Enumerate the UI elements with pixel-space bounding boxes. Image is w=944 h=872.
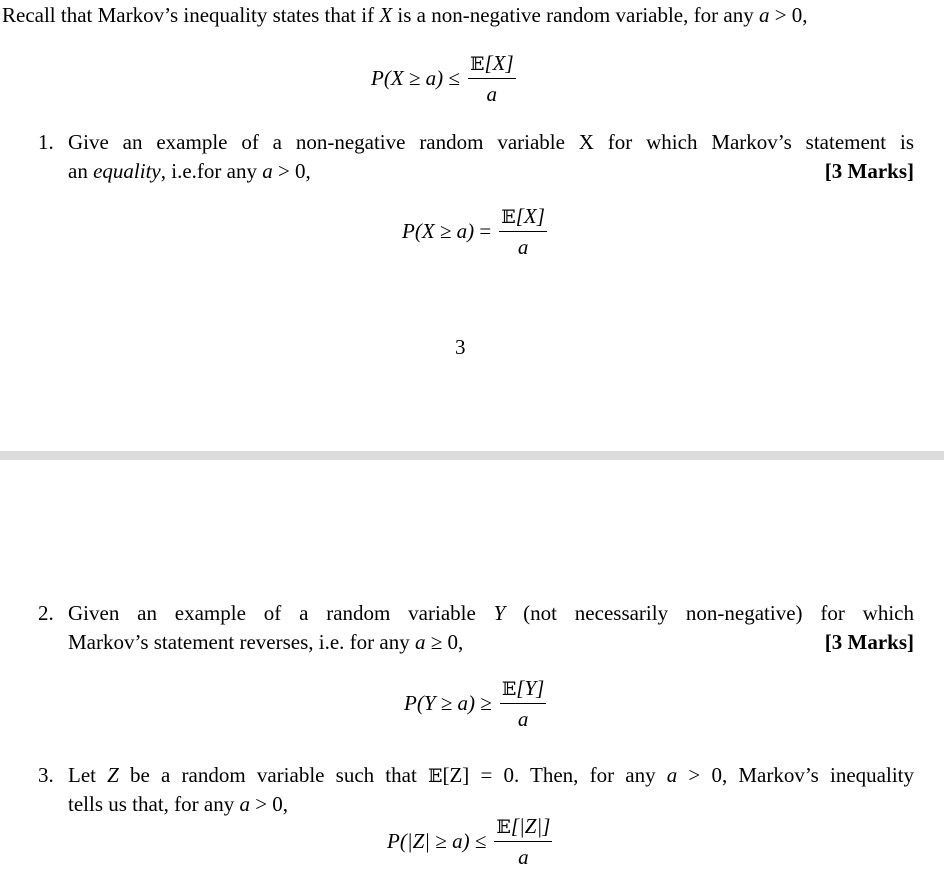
question-2-line-2: Markov’s statement reverses, i.e. for any a ≥ 0, (68, 630, 464, 654)
page-separator (0, 451, 944, 460)
question-1-marks: [3 Marks] (824, 159, 914, 183)
question-3-line-2: tells us that, for any a > 0, (68, 792, 289, 816)
markov-inequality-formula: P(X ≥ a) ≤ $\frac{\text{𝔼[X]}}{a}$ (371, 51, 514, 106)
fraction: $\frac{\text{𝔼[X]}}{a}$ (501, 204, 545, 259)
question-2-number: 2. (38, 601, 54, 625)
question-2-marks: [3 Marks] (824, 630, 914, 654)
fraction: $\frac{\text{𝔼[X]}}{a}$ (469, 51, 514, 106)
intro-sentence: Recall that Markov’s inequality states that if X is a non-negative random variable, for any a > 0, (2, 3, 808, 27)
question-1-line-1: Give an example of a non-negative random variable X for which Markov’s statement is (68, 130, 914, 154)
question-2-line-1: Given an example of a random variable Y (not necessarily non-negative) for which (68, 601, 914, 625)
page-number: 3 (455, 335, 466, 359)
fraction: $\frac{\text{𝔼[|Z|]}}{a}$ (496, 814, 551, 869)
page-2 (0, 460, 944, 872)
question-3-number: 3. (38, 763, 54, 787)
question-3-line-1: Let Z be a random variable such that 𝔼[Z] = 0. Then, for any a > 0, Markov’s inequality (68, 763, 915, 787)
absolute-value-formula: P(|Z| ≥ a) ≤ $\frac{\text{𝔼[|Z|]}}{a}$ (387, 814, 551, 869)
equality-formula: P(X ≥ a) = $\frac{\text{𝔼[X]}}{a}$ (402, 204, 545, 259)
question-1-number: 1. (38, 130, 54, 154)
fraction: $\frac{\text{𝔼[Y]}}{a}$ (501, 676, 545, 731)
reversed-inequality-formula: P(Y ≥ a) ≥ $\frac{\text{𝔼[Y]}}{a}$ (404, 676, 545, 731)
question-1-line-2: an equality, i.e.for any a > 0, (68, 159, 311, 183)
